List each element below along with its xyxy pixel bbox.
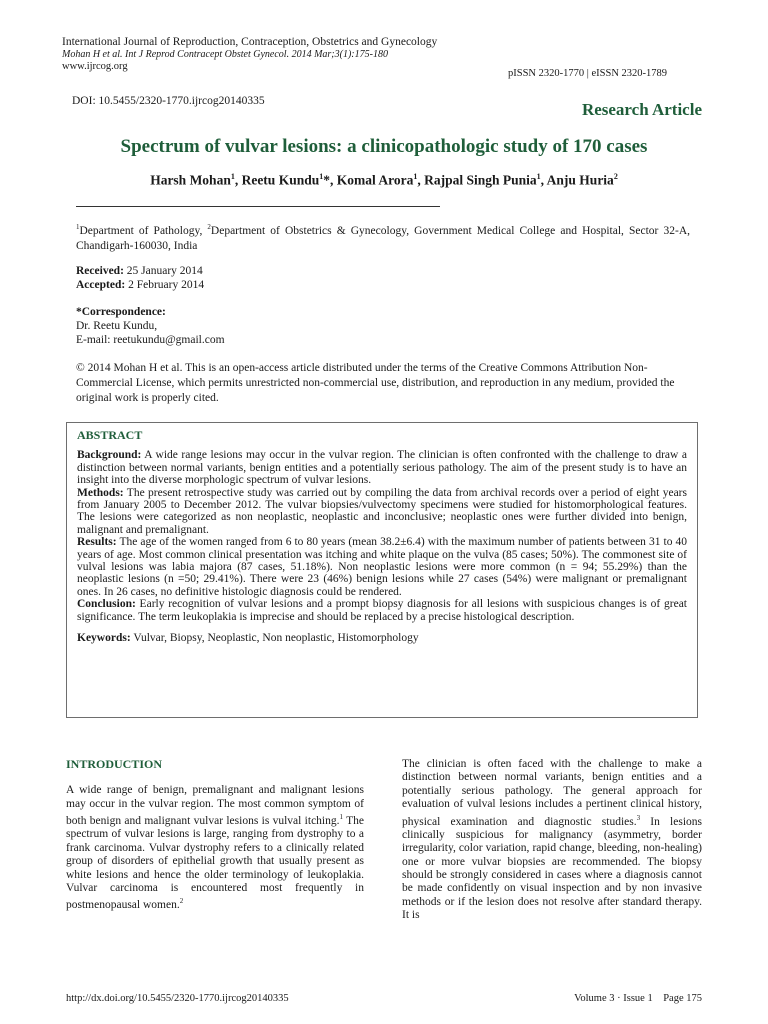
article-dates: Received: 25 January 2014 Accepted: 2 February 2014 <box>76 265 205 291</box>
section-heading: INTRODUCTION <box>66 757 163 771</box>
body-column-right <box>402 758 702 923</box>
issn-label: pISSN 2320-1770 | eISSN 2320-1789 <box>508 68 668 79</box>
footer-page-info: Volume 3 · Issue 1 Page 175 <box>574 993 702 1004</box>
author-name: Reetu Kundu <box>241 172 320 188</box>
doi-label: DOI: 10.5455/2320-1770.ijrcog20140335 <box>72 95 265 107</box>
abstract-conclusion: Conclusion: Early recognition of vulvar lesions and a prompt biopsy diagnosis for all lesions with suspicious changes is of great significance. The term leukoplakia is imprecise and should be replaced by a precise histological description. <box>77 598 687 623</box>
author-name: Anju Huria <box>546 172 614 188</box>
paragraph: The clinician is often faced with the challenge to make a distinction between normal variants, benign entities and a potentially serious pathology. The general approach for evaluation of vulval lesions includes a pertinent clinical history, physical examination and diagnostic studies.$^3$ In lesions clinically suspicious for malignancy (asymmetry, border irregularity, color variation, rapid change, bleeding, non-healing) one or more vulvar biopsies are recommended. The biopsy should be strongly considered in cases where a diagnosis cannot be made confidently on visual inspection and by non invasive methods or if the lesion does not resolve after standard therapy. It is <box>402 758 702 922</box>
abstract-box <box>66 422 698 718</box>
paper-title: Spectrum of vulvar lesions: a clinicopathologic study of 170 cases <box>120 136 648 157</box>
body-column-left <box>66 758 364 913</box>
correspondence: *Correspondence: Dr. Reetu Kundu, E-mail: reetukundu@gmail.com <box>76 306 225 346</box>
author-list: Harsh Mohan$^1$, Reetu Kundu$^1$*, Komal Arora$^1$, Rajpal Singh Punia$^1$, Anju Huria$^2$ <box>150 172 618 188</box>
copyright-notice: © 2014 Mohan H et al. This is an open-access article distributed under the terms of the Creative Commons Attribution Non-Commercial License, which permits unrestricted non-commercial use, distribution, and reproduction in any medium, provided the original work is properly cited. <box>76 362 675 404</box>
author-name: Komal Arora <box>336 172 414 188</box>
journal-citation: Mohan H et al. Int J Reprod Contracept Obstet Gynecol. 2014 Mar;3(1):175-180 <box>62 49 388 60</box>
paragraph: A wide range of benign, premalignant and malignant lesions may occur in the vulvar region. The most common symptom of both benign and malignant vulvar lesions is vulval itching.$^1$ The spectrum of vulvar lesions is large, ranging from dystrophy to a frank carcinoma. Vulvar dystrophy refers to a clinically related group of disorders of epithelial growth that usually present as white lesions and hence the older terminology of leukoplakia. Vulvar carcinoma is encountered most frequently in postmenopausal women.$^2$ <box>66 784 365 912</box>
divider <box>76 206 440 207</box>
article-type: Research Article <box>581 100 702 119</box>
abstract-methods: Methods: The present retrospective study was carried out by compiling the data from archival records over a period of eight years from January 2005 to December 2012. The vulvar biopsies/vulvectomy specimens were studied for histomorphological features. The lesions were categorized as non neoplastic, neoplastic and inconclusive; neoplastic ones were further divided into benign, malignant and premalignant. <box>77 486 687 536</box>
abstract-background: Background: A wide range lesions may occur in the vulvar region. The clinician is often confronted with the challenge to draw a distinction between normal variants, benign entities and a potentially serious pathology. The aim of the present study is to have an insight into the diverse morphologic spectrum of vulvar lesions. <box>77 449 687 487</box>
journal-website[interactable]: www.ijrcog.org <box>62 61 128 72</box>
abstract-results: Results: The age of the women ranged from 6 to 80 years (mean 38.2±6.4) with the maximum number of patients between 31 to 40 years of age. Most common clinical presentation was itching and white plaque on the vulva (85 cases; 50%). The commonest site of vulval lesions was labia majora (87 cases, 51.18%). Non neoplastic lesions were more common (n = 94; 55.29%) than the neoplastic lesions (n =50; 29.41%). There were 23 (46%) benign lesions while 27 cases (54%) were malignant or premalignant ones. In 26 cases, no definitive histologic diagnosis could be rendered. <box>77 536 687 598</box>
correspondence-email[interactable]: E-mail: reetukundu@gmail.com <box>76 334 225 346</box>
journal-name: International Journal of Reproduction, Contraception, Obstetrics and Gynecology <box>62 36 438 48</box>
author-name: Harsh Mohan <box>150 172 231 188</box>
abstract-heading: ABSTRACT <box>77 428 143 442</box>
affiliation: $^1$Department of Pathology, $^2$Department of Obstetrics & Gynecology, Government Medical College and Hospital, Sector 32-A, Chandigarh-160030, India <box>76 223 690 252</box>
author-name: Rajpal Singh Punia <box>424 172 537 188</box>
abstract-keywords: Keywords: Vulvar, Biopsy, Neoplastic, Non neoplastic, Histomorphology <box>77 632 419 645</box>
footer-doi-link[interactable]: http://dx.doi.org/10.5455/2320-1770.ijrcog20140335 <box>66 993 289 1004</box>
